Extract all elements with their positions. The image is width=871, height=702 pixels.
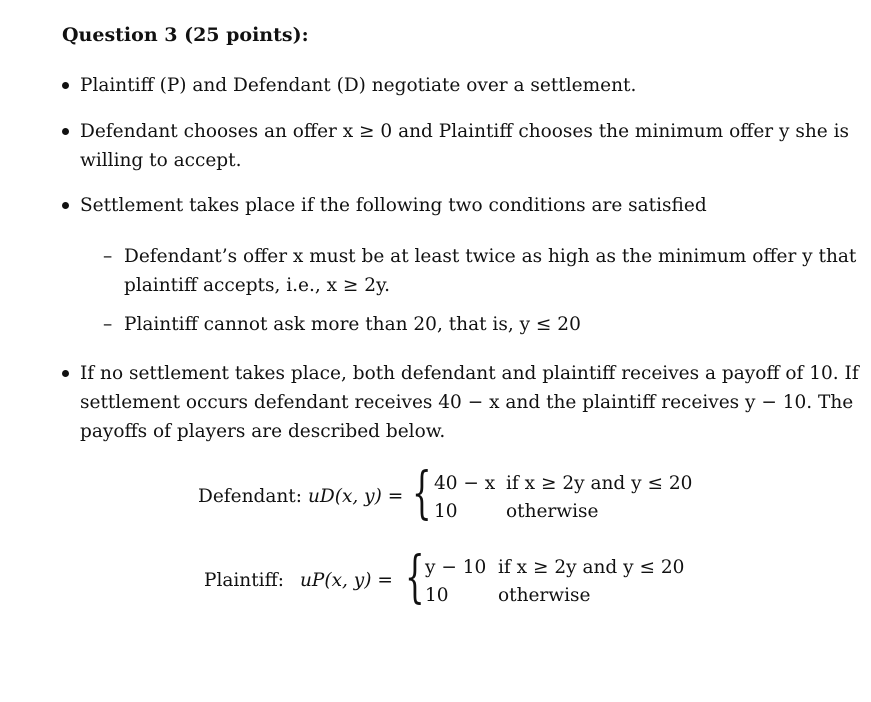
bullet-dot [62,202,69,209]
bullet-2-line-1: Defendant chooses an offer x ≥ 0 and Plaintiff chooses the minimum offer y she is [80,121,850,142]
question-title: Question 3 (25 points): [62,24,309,46]
defendant-case1-cond: if x ≥ 2y and y ≤ 20 [506,473,693,494]
subbullet-1-line-2: plaintiff accepts, i.e., x ≥ 2y. [124,275,390,296]
bullet-2-line-2: willing to accept. [80,150,242,171]
plaintiff-case2-value: 10 [425,585,449,606]
plaintiff-case2-cond: otherwise [498,585,591,606]
bullet-4-line-2: settlement occurs defendant receives 40 − x and the plaintiff receives y − 10. The [80,392,854,413]
defendant-case1-value: 40 − x [434,473,496,494]
sub-dash: – [103,246,113,267]
plaintiff-label: Plaintiff: [204,570,284,591]
bullet-4-line-1: If no settlement takes place, both defendant and plaintiff receives a payoff of 10. If [80,363,859,384]
bullet-1-line-1: Plaintiff (P) and Defendant (D) negotiate over a settlement. [80,75,637,96]
bullet-dot [62,82,69,89]
defendant-case2-cond: otherwise [506,501,599,522]
defendant-label: Defendant: [198,486,302,507]
defendant-function: uD(x, y) = [308,486,404,507]
subbullet-1-line-1: Defendant’s offer x must be at least twice as high as the minimum offer y that [124,246,857,267]
plaintiff-brace: { [405,545,425,610]
bullet-4-line-3: payoffs of players are described below. [80,421,446,442]
plaintiff-function: uP(x, y) = [300,570,393,591]
bullet-dot [62,128,69,135]
sub-dash: – [103,314,113,335]
bullet-dot [62,370,69,377]
bullet-3-line-1: Settlement takes place if the following two conditions are satisfied [80,195,707,216]
defendant-brace: { [412,461,432,526]
plaintiff-case1-value: y − 10 [425,557,487,578]
plaintiff-case1-cond: if x ≥ 2y and y ≤ 20 [498,557,685,578]
subbullet-2-line-1: Plaintiff cannot ask more than 20, that is, y ≤ 20 [124,314,581,335]
defendant-case2-value: 10 [434,501,458,522]
